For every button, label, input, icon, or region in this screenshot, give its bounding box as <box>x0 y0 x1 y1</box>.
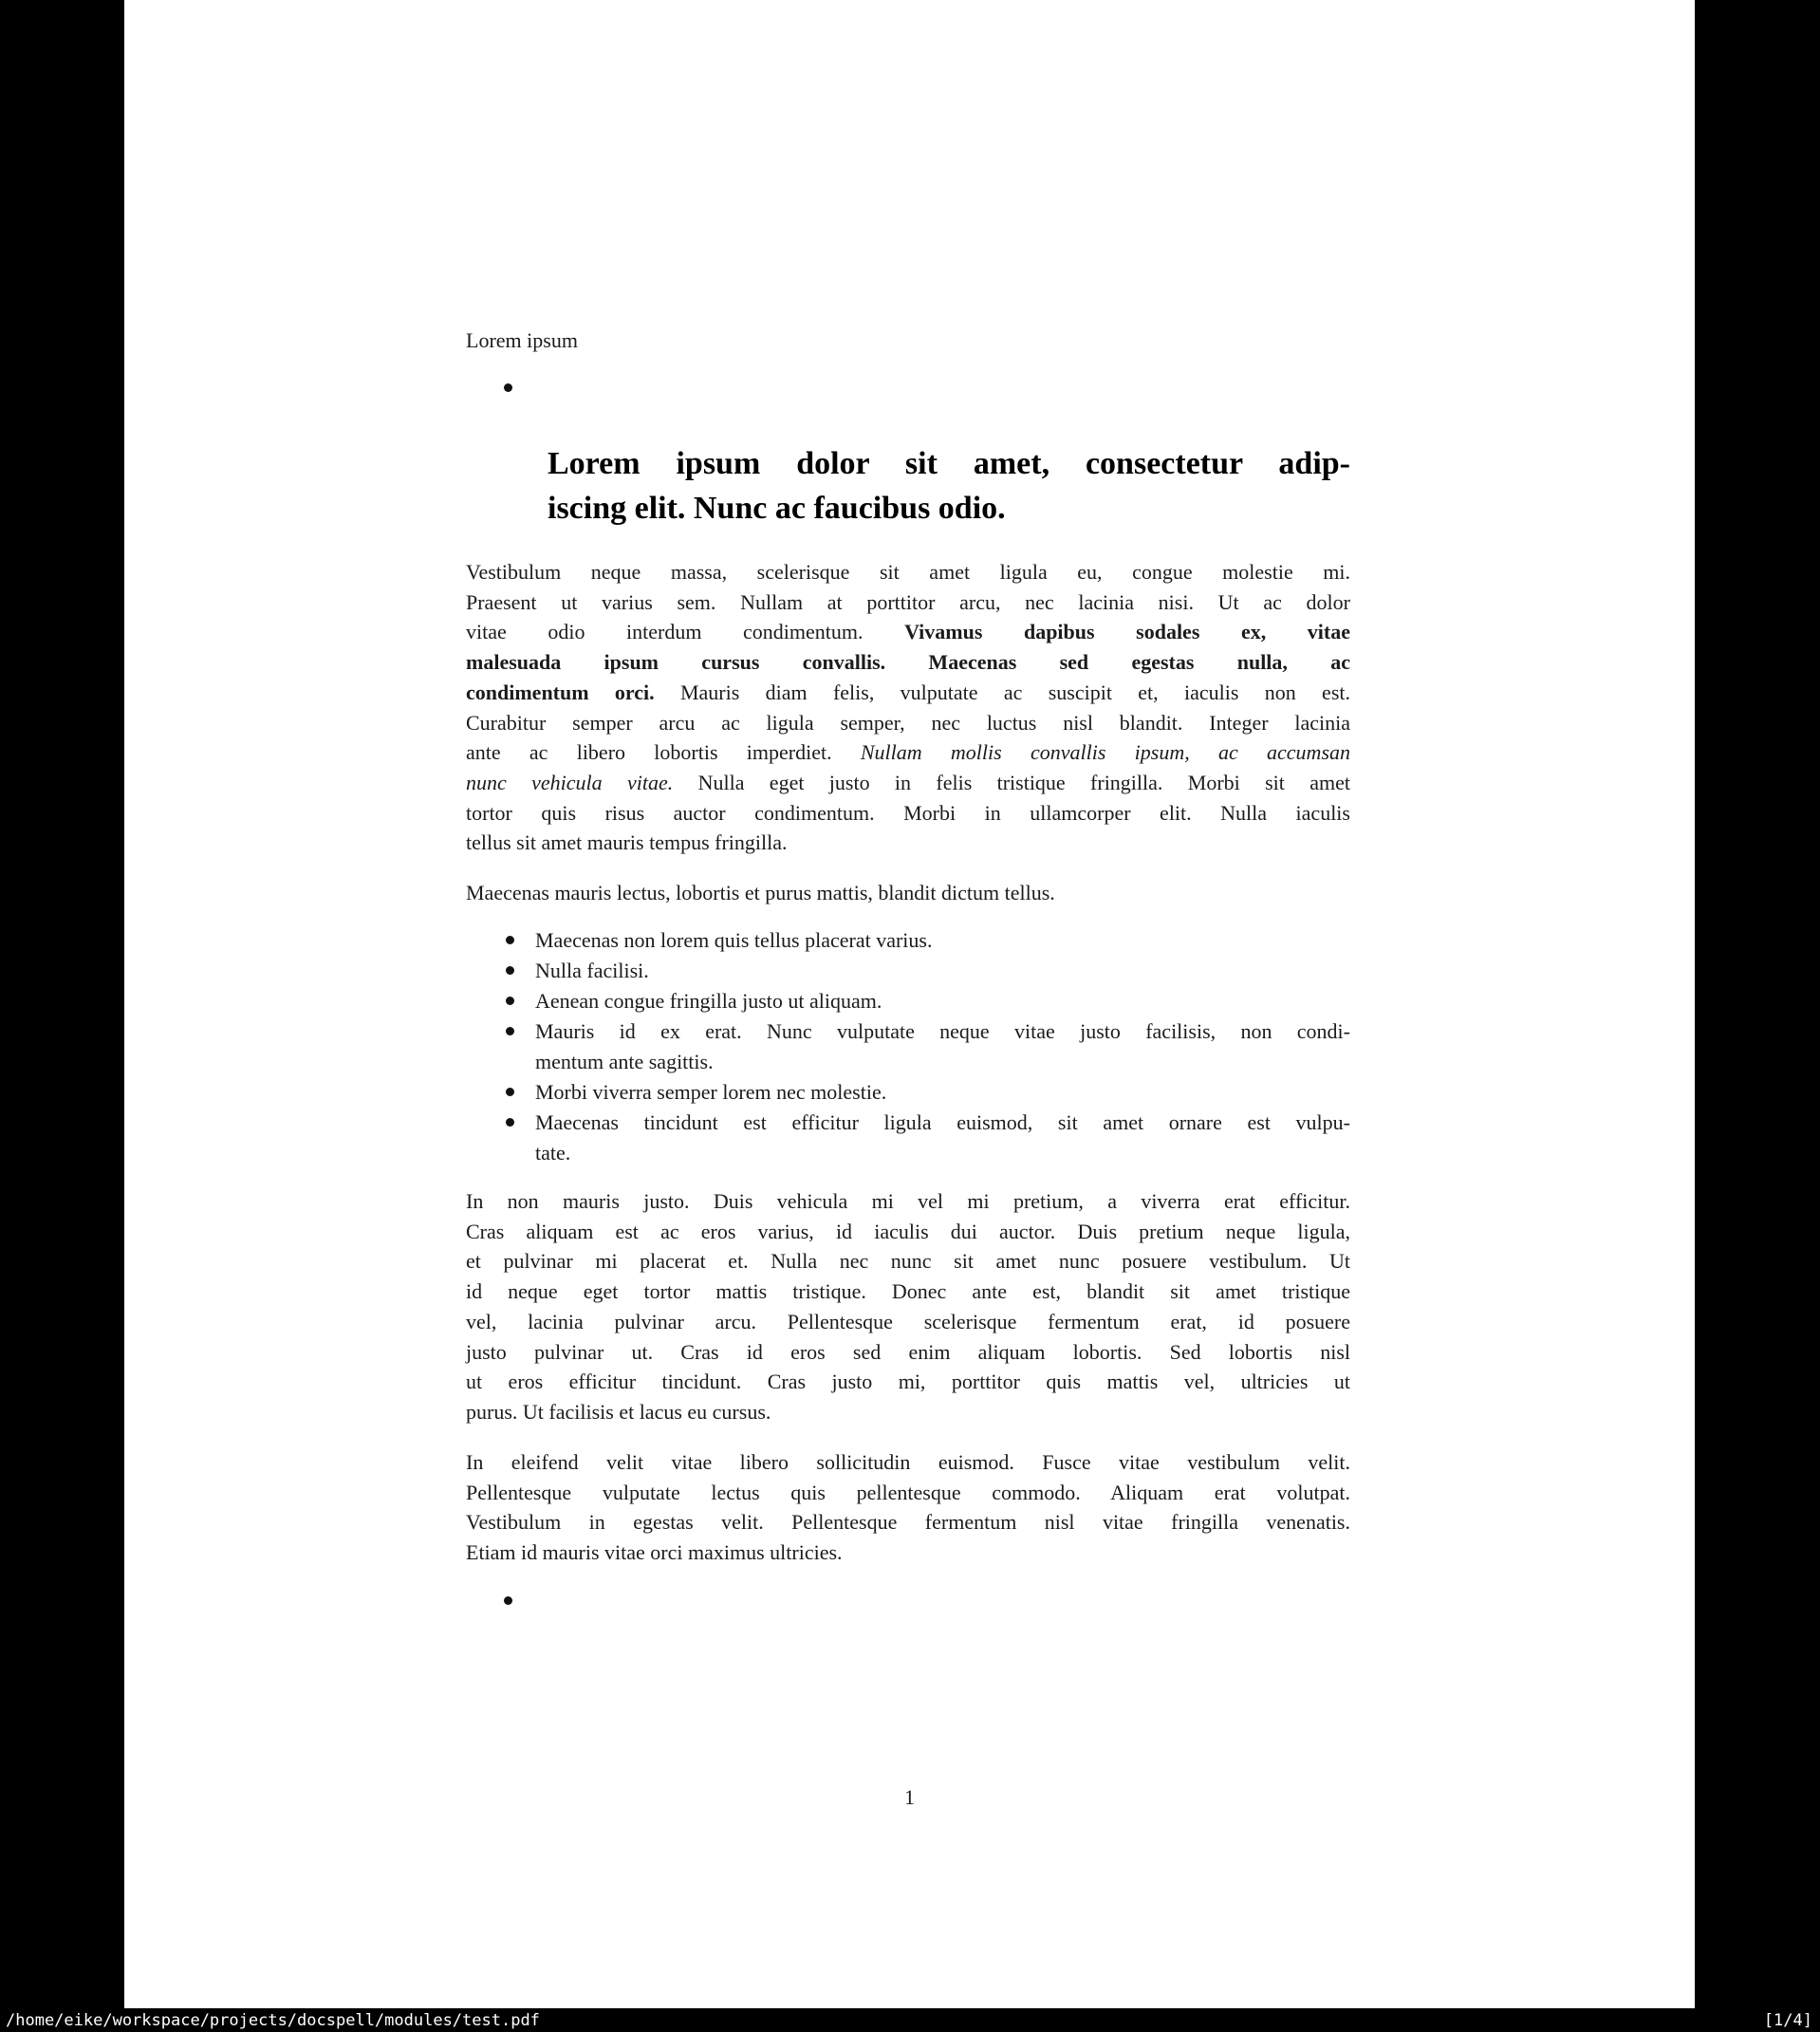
text-line: Praesent ut varius sem. Nullam at porttitor arcu, nec lacinia nisi. Ut ac dolor <box>466 589 1350 614</box>
bullet-icon <box>506 1118 514 1127</box>
text-line: Etiam id mauris vitae orci maximus ultricies. <box>466 1540 843 1565</box>
text-line <box>466 617 1350 647</box>
list-item <box>535 1016 1350 1077</box>
bold-text-line: malesuada ipsum cursus convallis. Maecenas sed egestas nulla, ac <box>466 650 1350 675</box>
text-line: Maecenas tincidunt est efficitur ligula euismod, sit amet ornare est vulpu- <box>535 1110 1350 1134</box>
text-line: id neque eget tortor mattis tristique. Donec ante est, blandit sit amet tristique <box>466 1279 1350 1304</box>
list-item <box>535 956 1350 986</box>
text-line: Nulla facilisi. <box>535 959 649 982</box>
bullet-icon <box>504 383 512 392</box>
paragraph-2 <box>466 878 1350 908</box>
text-line: tellus sit amet mauris tempus fringilla. <box>466 830 788 855</box>
text-line: justo pulvinar ut. Cras id eros sed enim aliquam lobortis. Sed lobortis nisl <box>466 1339 1350 1364</box>
italic-text-run: nunc vehicula vitae. <box>466 770 698 794</box>
bullet-icon <box>506 1027 514 1035</box>
text-run: vitae odio interdum condimentum. <box>466 620 905 644</box>
text-line <box>466 768 1350 798</box>
text-line: Cras aliquam est ac eros varius, id iaculis dui auctor. Duis pretium neque ligula, <box>466 1219 1350 1243</box>
text-line <box>466 678 1350 708</box>
bullet-icon <box>506 1088 514 1096</box>
text-line: purus. Ut facilisis et lacus eu cursus. <box>466 1399 771 1424</box>
text-line: ut eros efficitur tincidunt. Cras justo mi, porttitor quis mattis vel, ultricies ut <box>466 1370 1350 1394</box>
text-line: tortor quis risus auctor condimentum. Morbi in ullamcorper elit. Nulla iaculis <box>466 800 1350 825</box>
section-heading <box>548 441 1350 531</box>
bold-text-run: condimentum orci. <box>466 680 680 704</box>
text-line: Curabitur semper arcu ac ligula semper, nec luctus nisl blandit. Integer lacinia <box>466 710 1350 735</box>
text-line: Vestibulum in egestas velit. Pellentesque fermentum nisl vitae fringilla venenatis. <box>466 1510 1350 1535</box>
statusbar-file-path: /home/eike/workspace/projects/docspell/modules/test.pdf <box>6 2010 540 2030</box>
paragraph-4 <box>466 1447 1350 1568</box>
text-line: Maecenas mauris lectus, lobortis et purus mattis, blandit dictum tellus. <box>466 881 1055 904</box>
text-line: mentum ante sagittis. <box>535 1050 714 1073</box>
bullet-icon <box>504 1596 512 1605</box>
bullet-icon <box>506 997 514 1005</box>
text-line: Maecenas non lorem quis tellus placerat varius. <box>535 928 933 952</box>
text-line: vel, lacinia pulvinar arcu. Pellentesque scelerisque fermentum erat, id posuere <box>466 1309 1350 1333</box>
text-line: Vestibulum neque massa, scelerisque sit amet ligula eu, congue molestie mi. <box>466 560 1350 584</box>
text-line <box>466 737 1350 768</box>
bold-text-run: Vivamus dapibus sodales ex, vitae <box>904 620 1350 644</box>
statusbar-page-indicator: [1/4] <box>1763 2010 1812 2030</box>
list-item <box>535 986 1350 1016</box>
heading-line: iscing elit. Nunc ac faucibus odio. <box>548 491 1006 526</box>
text-line: In non mauris justo. Duis vehicula mi vel mi pretium, a viverra erat efficitur. <box>466 1189 1350 1213</box>
text-line: Morbi viverra semper lorem nec molestie. <box>535 1080 887 1104</box>
heading-line: Lorem ipsum dolor sit amet, consectetur adip- <box>548 446 1350 481</box>
bullet-list <box>535 925 1350 1168</box>
bullet-icon <box>506 966 514 975</box>
text-line: In eleifend velit vitae libero sollicitudin euismod. Fusce vitae vestibulum velit. <box>466 1450 1350 1474</box>
list-item <box>535 1108 1350 1168</box>
text-line: Pellentesque vulputate lectus quis pellentesque commodo. Aliquam erat volutpat. <box>466 1480 1350 1504</box>
list-item <box>535 925 1350 956</box>
text-run: Nulla eget justo in felis tristique fringilla. Morbi sit amet <box>697 770 1350 794</box>
text-line: Aenean congue fringilla justo ut aliquam. <box>535 989 882 1013</box>
text-run: ante ac libero lobortis imperdiet. <box>466 740 861 765</box>
paragraph-3 <box>466 1186 1350 1427</box>
text-line: Mauris id ex erat. Nunc vulputate neque vitae justo facilisis, non condi- <box>535 1019 1350 1043</box>
intro-text: Lorem ipsum <box>466 328 578 352</box>
page-number: 1 <box>904 1785 915 1809</box>
text-line: tate. <box>535 1141 571 1165</box>
italic-text-run: Nullam mollis convallis ipsum, ac accumsan <box>860 740 1350 765</box>
list-item <box>535 1077 1350 1108</box>
paragraph-1 <box>466 557 1350 858</box>
statusbar <box>0 2008 1820 2032</box>
document-page[interactable] <box>124 0 1695 2009</box>
bullet-icon <box>506 936 514 944</box>
text-run: Mauris diam felis, vulputate ac suscipit et, iaculis non est. <box>679 680 1350 704</box>
text-line: et pulvinar mi placerat et. Nulla nec nunc sit amet nunc posuere vestibulum. Ut <box>466 1249 1350 1274</box>
